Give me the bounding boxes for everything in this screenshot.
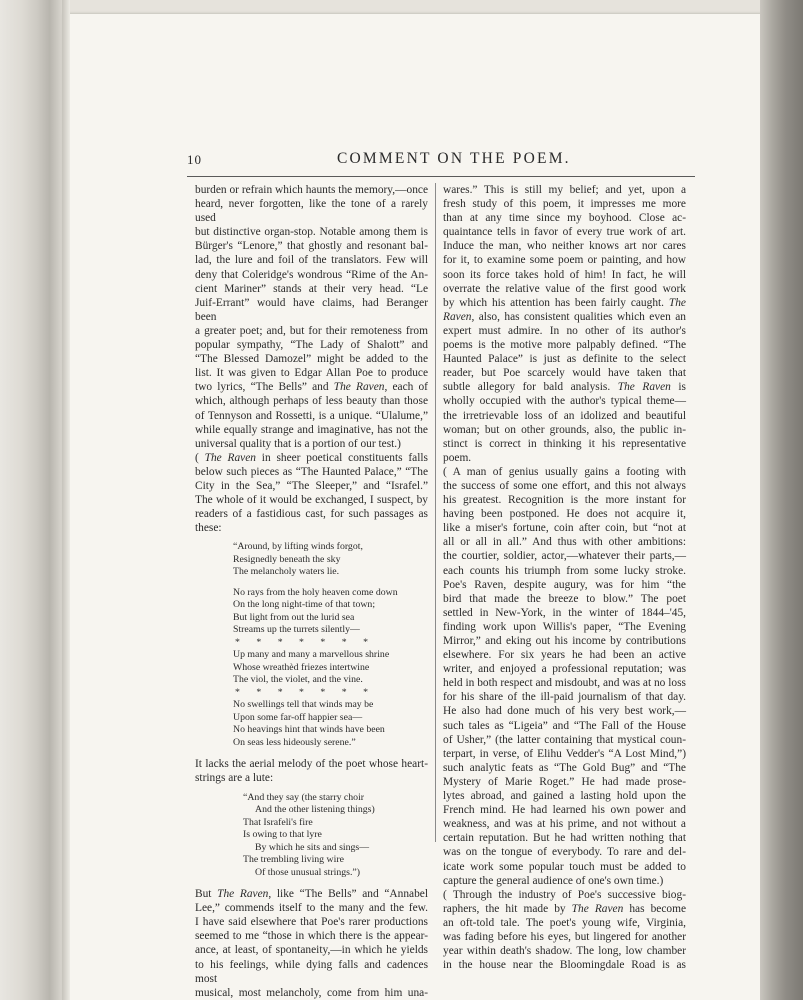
verse-line: “Around, by lifting winds forgot,: [233, 541, 363, 553]
paragraph: [443, 465, 686, 888]
text-line: than at any time since my boyhood. Close ac-: [443, 212, 686, 225]
text-line: finding work upon Willis's paper, “The Evening: [443, 620, 686, 633]
verse-line: Streams up the turrets silently—: [233, 624, 360, 636]
paragraph: [195, 887, 428, 1000]
text-line: raphers, the hit made by The Raven has become: [443, 902, 686, 915]
text-line: Raven, also, has consistent qualities which even an: [443, 310, 686, 323]
text-line: But The Raven, like “The Bells” and “Annabel: [195, 888, 428, 901]
text-line: Bürger's “Lenore,” that ghostly and resonant bal-: [195, 240, 428, 253]
text-line: of Tennyson and Rossetti, is a unique. “Ulalume,”: [195, 409, 428, 422]
text-line: deny that Coleridge's wondrous “Rime of the An-: [195, 268, 428, 281]
asterism: * * * * * * *: [235, 636, 375, 648]
text-line: which, although perhaps of less beauty than those: [195, 395, 428, 408]
text-line: wholly occupied with the author's typical theme—: [443, 395, 686, 408]
text-line: stinct is correct in thinking it his representative: [443, 437, 686, 450]
text-line: each counts his triumph from some lucky stroke.: [443, 564, 686, 577]
text-line: all or all in all.” And thus with other ambitions:: [443, 536, 686, 549]
asterism: * * * * * * *: [235, 686, 375, 698]
text-line: Mystery of Marie Roget.” He had made prose-: [443, 775, 686, 788]
text-line: cient Mariner” stands at their very head. “Le: [195, 282, 428, 295]
text-line: soon its force takes hold of him! In fact, he will: [443, 268, 686, 281]
text-line: overrate the relative value of the first good work: [443, 282, 686, 295]
verse-line: No heavings hint that winds have been: [233, 724, 385, 736]
text-line: the success of some one effort, and this not always: [443, 479, 686, 492]
paragraph: [443, 888, 686, 973]
text-line: these:: [195, 522, 222, 535]
verse-line: The viol, the violet, and the vine.: [233, 674, 363, 686]
text-line: woman; but on other grounds, also, the public in-: [443, 423, 686, 436]
text-line: musical, most melancholy, come from him una-: [195, 986, 428, 999]
text-line: an oft-told tale. The poet's young wife, Virginia,: [443, 916, 686, 929]
text-line: fresh study of this poem, it impresses me more: [443, 198, 686, 211]
text-line: for it, to examine some poem or painting, and how: [443, 254, 686, 267]
text-line: such analytic feats as “The Gold Bug” and “The: [443, 761, 686, 774]
text-line: below such pieces as “The Haunted Palace,” “The: [195, 465, 428, 478]
text-line: capture the general audience of one's own time.): [443, 874, 664, 887]
text-line: certain reputation. But he had written nothing that: [443, 832, 686, 845]
text-line: in the house near the Bloomingdale Road is as: [443, 959, 686, 972]
running-title: COMMENT ON THE POEM.: [337, 150, 571, 167]
text-line: while equally strange and imaginative, has not the: [195, 423, 428, 436]
verse-line: Whose wreathèd friezes intertwine: [233, 661, 370, 673]
text-line: The whole of it would be exchanged, I suspect, by: [195, 494, 428, 507]
text-line: to his feelings, while dying falls and cadences most: [195, 958, 428, 985]
right-column: [443, 183, 686, 972]
verse-quote: [195, 792, 428, 880]
text-line: having been postponed. He does not acquire it,: [443, 508, 686, 521]
paragraph: [195, 757, 428, 785]
verse-line: But light from out the lurid sea: [233, 611, 355, 623]
page-gutter-shadow: [62, 0, 70, 1000]
text-line: reader, but Poe scarcely would have taken that: [443, 367, 686, 380]
verse-line: On seas less hideously serene.”: [233, 736, 356, 748]
column-divider: [435, 183, 436, 842]
text-line: icate work some popular touch must be added to: [443, 860, 686, 873]
text-line: It lacks the aerial melody of the poet whose heart-: [195, 758, 428, 771]
text-line: ance, at least, of spontaneity,—in which he yields: [195, 944, 428, 957]
text-line: like a miser's fortune, coin after coin, but “not at: [443, 522, 686, 535]
text-line: elsewhere. For six years he had been an active: [443, 649, 686, 662]
left-column: [195, 183, 428, 1000]
text-line: held in both respect and misdoubt, and was at no loss: [443, 677, 686, 690]
verse-line: The trembling living wire: [243, 854, 344, 866]
verse-line: No rays from the holy heaven come down: [233, 586, 398, 598]
page-stack-edge-right: [760, 0, 803, 1000]
text-line: but distinctive organ-stop. Notable among them is: [195, 226, 428, 239]
text-line: wares.” This is still my belief; and yet, upon a: [443, 184, 686, 196]
text-line: popular sympathy, “The Lady of Shalott” and: [195, 339, 428, 352]
text-line: strings are a lute:: [195, 772, 274, 785]
text-line: lad, the lure and foil of the translators. Few will: [195, 254, 428, 267]
text-line: for his share of the ill-paid journalism of that day.: [443, 691, 686, 704]
verse-line: The melancholy waters lie.: [233, 566, 340, 578]
verse-line: Of those unusual strings.”): [255, 866, 361, 878]
text-line: He also had done much of his very best work,—: [443, 705, 686, 718]
verse-line: By which he sits and sings—: [255, 841, 370, 853]
text-line: ( The Raven in sheer poetical constituents falls: [195, 451, 428, 464]
text-line: poem.: [443, 451, 472, 464]
text-line: was fading before his eyes, but lingered for another: [443, 930, 686, 943]
text-line: year within death's shadow. The long, low chamber: [443, 945, 686, 958]
stanza-break: [233, 579, 428, 587]
verse-line: Is owing to that lyre: [243, 829, 322, 841]
verse-line: Up many and many a marvellous shrine: [233, 649, 390, 661]
verse-line: Upon some far-off happier sea—: [233, 711, 363, 723]
text-line: expert must admire. In no other of its author's: [443, 324, 686, 337]
text-line: seemed to me “those in which there is the appear-: [195, 930, 428, 943]
text-line: quaintance tells in favor of every true work of art.: [443, 226, 686, 239]
text-line: “The Blessed Damozel” might be added to the: [195, 353, 428, 366]
text-line: City in the Sea,” “The Sleeper,” and “Israfel.”: [195, 479, 428, 492]
verse-line: That Israfeli's fire: [243, 816, 313, 828]
text-line: by which his attention has been fairly caught. The: [443, 296, 686, 309]
text-line: weakness, and was at his prime, and not without a: [443, 818, 686, 831]
header-rule: [187, 176, 695, 177]
text-line: settled in New-York, in the winter of 1844–'45,: [443, 606, 686, 619]
text-line: list. It was given to Edgar Allan Poe to produce: [195, 367, 428, 380]
text-line: Induce the man, who neither knows art nor cares: [443, 240, 686, 253]
text-line: Haunted Palace” is just as definite to the select: [443, 353, 686, 366]
text-line: his greatest. Recognition is the more instant for: [443, 494, 686, 507]
text-line: ( A man of genius usually gains a footing with: [443, 465, 686, 478]
text-line: two lyrics, “The Bells” and The Raven, each of: [195, 381, 428, 394]
text-line: I have said elsewhere that Poe's rarer productions: [195, 916, 428, 929]
text-line: the courtier, soldier, actor,—whatever their parts,—: [443, 550, 686, 563]
text-line: such tales as “Ligeia” and “The Fall of the House: [443, 719, 686, 732]
text-line: readers of a fastidious cast, for such passages as: [195, 508, 428, 521]
text-line: the irretrievable loss of an idolized and beautiful: [443, 409, 686, 422]
verse-line: On the long night-time of that town;: [233, 599, 376, 611]
text-line: terpart, in verse, of Elihu Vedder's “A Lost Mind,”): [443, 747, 686, 760]
text-line: poems is the motive more palpably defined. “The: [443, 339, 686, 352]
paragraph: [195, 451, 428, 536]
text-line: Mirror,” and eking out his income by contributions: [443, 635, 686, 647]
paragraph: [195, 183, 428, 451]
verse-line: And the other listening things): [255, 804, 375, 816]
text-line: was on the tongue of everybody. To rare and del-: [443, 846, 686, 859]
verse-quote: [195, 541, 428, 749]
verse-line: Resignedly beneath the sky: [233, 553, 341, 565]
text-line: of Usher,” (the latter containing that mystical coun-: [443, 733, 686, 746]
text-line: universal quality that is a portion of our test.): [195, 437, 401, 450]
text-line: heard, never forgotten, like the tone of a rarely used: [195, 198, 428, 225]
text-line: writer, and enjoyed a professional reputation; was: [443, 663, 686, 676]
text-line: bird that made the breeze to blow.” The poet: [443, 592, 686, 605]
text-line: lytes abroad, and gained a lasting hold upon the: [443, 790, 686, 803]
paragraph: [443, 183, 686, 465]
verse-line: “And they say (the starry choir: [243, 791, 365, 803]
text-line: a greater poet; and, but for their remoteness from: [195, 324, 428, 337]
text-line: burden or refrain which haunts the memory,—once: [195, 184, 429, 196]
text-line: Poe's Raven, despite augury, was for him “the: [443, 578, 686, 591]
verse-line: No swellings tell that winds may be: [233, 699, 374, 711]
text-line: Lee,” commends itself to the many and the few.: [195, 902, 428, 915]
text-line: French mind. He had learned his own power and: [443, 804, 686, 817]
text-line: ( Through the industry of Poe's successive biog-: [443, 888, 686, 901]
page-header: [187, 152, 695, 172]
text-line: subtle allegory for bald analysis. The Raven is: [443, 381, 686, 394]
book-spine-left: [0, 0, 62, 1000]
page-number: 10: [187, 152, 202, 167]
text-line: Juif-Errant” would have claims, had Beranger been: [195, 296, 428, 323]
